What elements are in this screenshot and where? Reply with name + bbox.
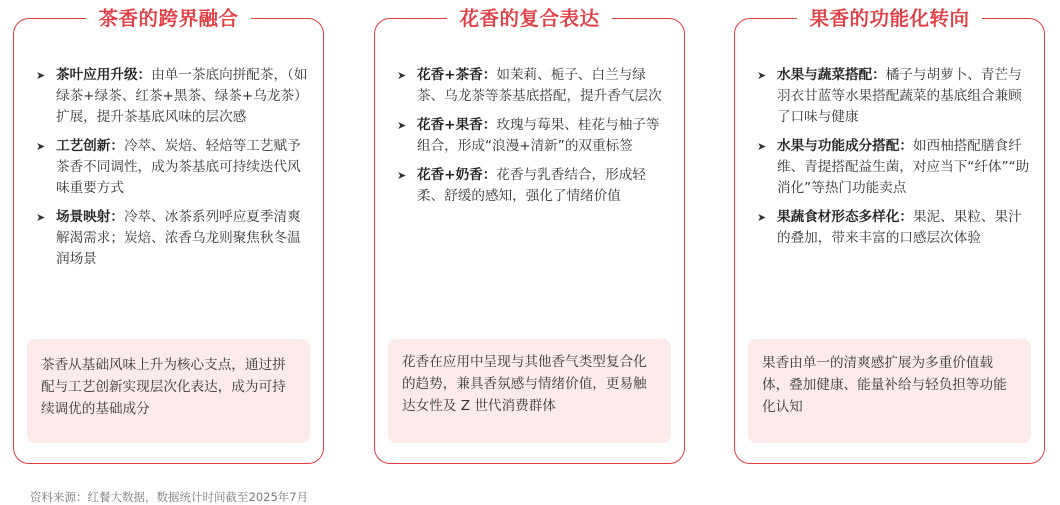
card-fruit-aroma <box>734 7 1045 464</box>
item-title: 水果与蔬菜搭配： <box>777 67 886 83</box>
arrow-right-icon: ➤ <box>397 169 407 182</box>
item-text: 冷萃、炭焙、轻焙等工艺赋予茶香不同调性，成为茶基底可持续迭代风味重要方式 <box>56 138 301 196</box>
item-title: 场景映射： <box>56 209 124 225</box>
item-list <box>395 65 670 215</box>
item-title: 花香+奶香： <box>417 167 497 183</box>
list-item <box>395 65 670 107</box>
item-title: 花香+果香： <box>417 117 497 133</box>
list-item <box>395 165 670 207</box>
item-title: 茶叶应用升级： <box>56 67 152 83</box>
item-text: 果泥、果粒、果汁的叠加，带来丰富的口感层次体验 <box>777 209 1022 246</box>
list-item <box>395 115 670 157</box>
arrow-right-icon: ➤ <box>36 211 46 224</box>
list-item <box>755 65 1030 128</box>
card-title: 果香的功能化转向 <box>797 7 981 31</box>
list-item <box>755 207 1030 249</box>
arrow-right-icon: ➤ <box>757 140 767 153</box>
card-title: 茶香的跨界融合 <box>86 7 250 31</box>
card-tea-aroma <box>13 7 324 464</box>
item-title: 水果与功能成分搭配： <box>777 138 913 154</box>
card-floral-aroma <box>374 7 685 464</box>
list-item <box>755 136 1030 199</box>
summary-box: 果香由单一的清爽感扩展为多重价值载体，叠加健康、能量补给与轻负担等功能化认知 <box>748 339 1031 443</box>
item-text: 如茉莉、栀子、白兰与绿茶、乌龙茶等茶基底搭配，提升香气层次 <box>417 67 662 104</box>
item-text: 花香与乳香结合，形成轻柔、舒缓的感知，强化了情绪价值 <box>417 167 646 204</box>
arrow-right-icon: ➤ <box>757 211 767 224</box>
arrow-right-icon: ➤ <box>36 69 46 82</box>
item-text: 如西柚搭配膳食纤维、青提搭配益生菌，对应当下“纤体”“助消化”等热门功能卖点 <box>777 138 1030 196</box>
list-item <box>34 136 309 199</box>
card-title: 花香的复合表达 <box>447 7 611 31</box>
item-title: 工艺创新： <box>56 138 124 154</box>
arrow-right-icon: ➤ <box>397 119 407 132</box>
item-list <box>755 65 1030 257</box>
item-list <box>34 65 309 278</box>
item-text: 由单一茶底向拼配茶，（如绿茶+绿茶、红茶+黑茶、绿茶+乌龙茶）扩展，提升茶基底风味的层次感 <box>56 67 308 125</box>
item-title: 花香+茶香： <box>417 67 497 83</box>
list-item <box>34 65 309 128</box>
item-title: 果蔬食材形态多样化： <box>777 209 913 225</box>
arrow-right-icon: ➤ <box>397 69 407 82</box>
item-text: 冷萃、冰茶系列呼应夏季清爽解渴需求；炭焙、浓香乌龙则聚焦秋冬温润场景 <box>56 209 301 267</box>
item-text: 玫瑰与莓果、桂花与柚子等组合，形成“浪漫+清新”的双重标签 <box>417 117 660 154</box>
arrow-right-icon: ➤ <box>757 69 767 82</box>
list-item <box>34 207 309 270</box>
summary-box: 茶香从基础风味上升为核心支点，通过拼配与工艺创新实现层次化表达，成为可持续调优的基础成分 <box>27 339 310 443</box>
source-note: 资料来源：红餐大数据，数据统计时间截至2025年7月 <box>30 490 309 504</box>
summary-box: 花香在应用中呈现与其他香气类型复合化的趋势，兼具香氛感与情绪价值，更易触达女性及 Z 世代消费群体 <box>388 339 671 443</box>
arrow-right-icon: ➤ <box>36 140 46 153</box>
item-text: 橘子与胡萝卜、青芒与羽衣甘蓝等水果搭配蔬菜的基底组合兼顾了口味与健康 <box>777 67 1022 125</box>
